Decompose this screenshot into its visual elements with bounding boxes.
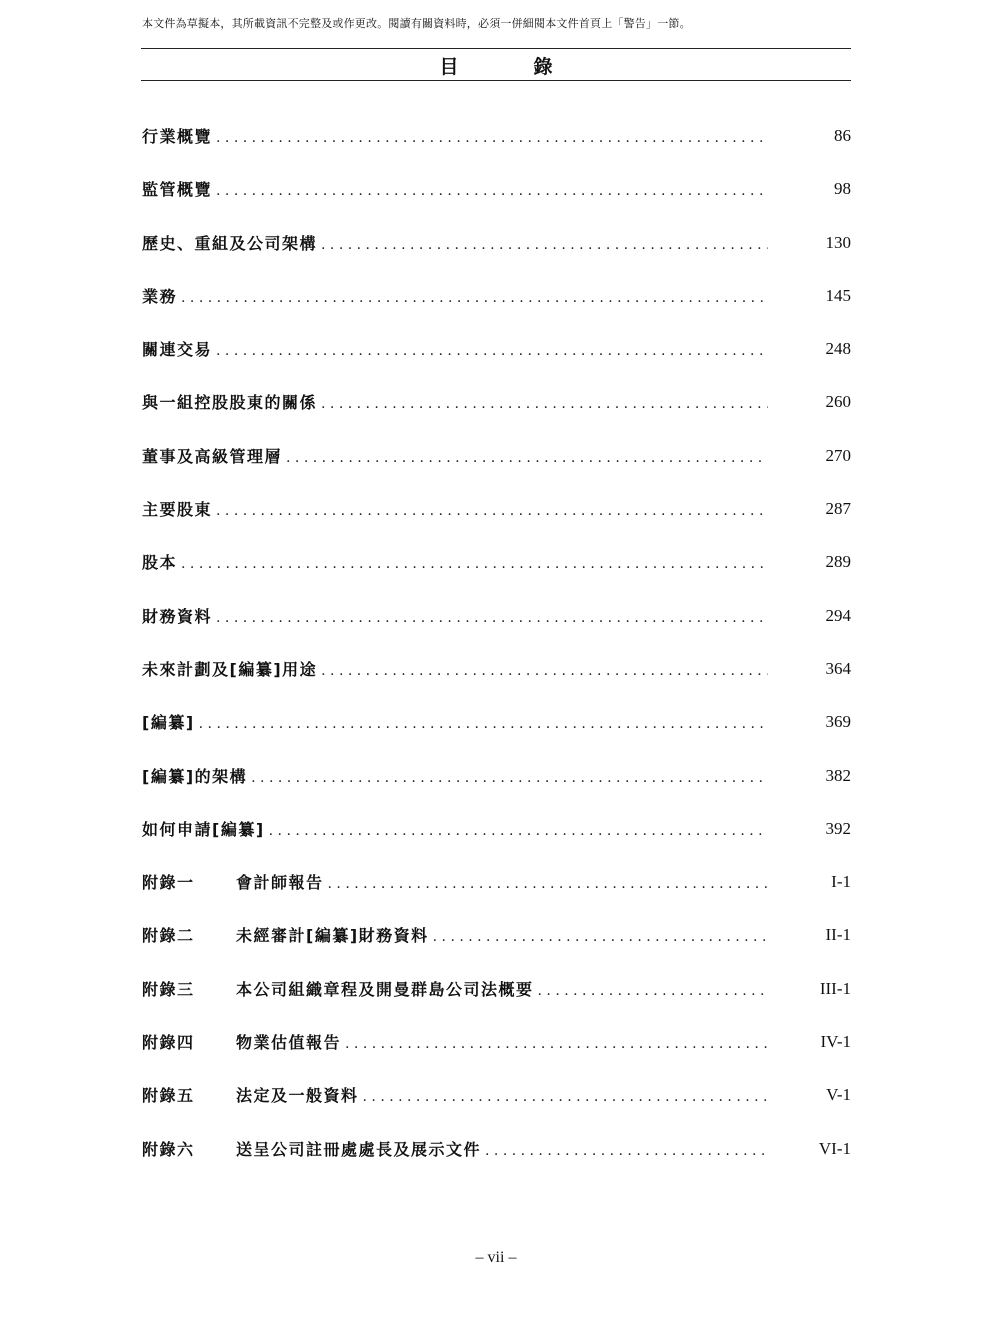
toc-entry-label: 與一組控股股東的關係 — [142, 393, 318, 413]
dot-leader — [433, 929, 768, 945]
toc-entry-appendix[interactable] — [142, 870, 851, 923]
toc-entry-label: 如何申請[編纂] — [142, 819, 265, 839]
toc-entry[interactable] — [142, 764, 851, 817]
toc-entry-label: 法定及一般資料 — [236, 1086, 359, 1106]
toc-page-number: I-1 — [831, 872, 851, 892]
dot-leader — [345, 1036, 768, 1052]
toc-page-number: 294 — [825, 605, 851, 625]
dot-leader — [363, 1089, 768, 1105]
toc-page-number: II-1 — [825, 925, 851, 945]
toc-entry-label: 主要股東 — [142, 500, 213, 520]
toc-page-number: 289 — [825, 552, 851, 572]
toc-entry[interactable] — [142, 177, 851, 230]
toc-entry-label: 物業估值報告 — [236, 1033, 342, 1053]
toc-entry[interactable] — [142, 444, 851, 497]
toc-entry-label: 業務 — [142, 286, 178, 306]
dot-leader — [216, 130, 768, 146]
appendix-number: 附錄二 — [142, 926, 195, 946]
toc-entry[interactable] — [142, 550, 851, 603]
toc-entry[interactable] — [142, 817, 851, 870]
dot-leader — [251, 770, 768, 786]
toc-entry-label: 監管概覽 — [142, 180, 213, 200]
toc-page-number: 364 — [825, 658, 851, 678]
toc-entry[interactable] — [142, 657, 851, 710]
toc-page-number: VI-1 — [818, 1138, 851, 1158]
toc-entry[interactable] — [142, 284, 851, 337]
appendix-number: 附錄三 — [142, 979, 195, 999]
toc-entry[interactable] — [142, 390, 851, 443]
toc-page-number: 86 — [834, 126, 851, 145]
toc-entry-label: 送呈公司註冊處處長及展示文件 — [236, 1139, 482, 1159]
dot-leader — [328, 876, 768, 892]
dot-leader — [199, 716, 768, 732]
dot-leader — [286, 450, 768, 466]
page-number-footer: – vii – — [475, 1249, 517, 1266]
toc-entry-label: 董事及高級管理層 — [142, 446, 283, 466]
toc-entry-label: 未來計劃及[編纂]用途 — [142, 659, 318, 679]
toc-page-number: 369 — [825, 712, 851, 732]
toc-page-number: 248 — [825, 339, 851, 359]
toc-page-number: III-1 — [819, 978, 851, 998]
toc-entry-appendix[interactable] — [142, 1030, 851, 1083]
toc-page-number: 287 — [825, 499, 851, 519]
toc-entry-label: 未經審計[編纂]財務資料 — [236, 926, 429, 946]
dot-leader — [321, 663, 768, 679]
dot-leader — [216, 343, 768, 359]
title-bottom-rule — [141, 80, 851, 81]
toc-entry-label: 股本 — [142, 553, 178, 573]
dot-leader — [269, 823, 768, 839]
toc-page-number: V-1 — [826, 1085, 851, 1105]
toc-entry[interactable] — [142, 604, 851, 657]
toc-entry-appendix[interactable] — [142, 923, 851, 976]
dot-leader — [181, 556, 768, 572]
toc-entry[interactable] — [142, 231, 851, 284]
toc-entry-label: 歷史、重組及公司架構 — [142, 233, 318, 253]
appendix-number: 附錄五 — [142, 1086, 195, 1106]
appendix-number: 附錄一 — [142, 873, 195, 893]
toc-page-number: 98 — [834, 179, 851, 199]
dot-leader — [216, 503, 768, 519]
table-of-contents — [142, 124, 851, 1190]
toc-entry-appendix[interactable] — [142, 1137, 851, 1190]
toc-page-number: 260 — [825, 392, 851, 412]
dot-leader — [216, 610, 768, 626]
toc-entry[interactable] — [142, 124, 851, 177]
toc-page-number: 382 — [825, 765, 851, 785]
toc-entry-appendix[interactable] — [142, 1083, 851, 1136]
toc-page-number: 130 — [825, 232, 851, 252]
toc-entry-appendix[interactable] — [142, 977, 851, 1030]
toc-entry[interactable] — [142, 710, 851, 763]
dot-leader — [321, 237, 768, 253]
appendix-number: 附錄四 — [142, 1033, 195, 1053]
toc-entry-label: 關連交易 — [142, 340, 213, 360]
toc-entry-label: [編纂]的架構 — [142, 766, 248, 786]
dot-leader — [181, 290, 768, 306]
title-top-rule — [141, 48, 851, 49]
appendix-number: 附錄六 — [142, 1139, 195, 1159]
toc-page-number: IV-1 — [820, 1032, 851, 1052]
dot-leader — [485, 1143, 768, 1159]
toc-entry-label: 財務資料 — [142, 606, 213, 626]
dot-leader — [216, 183, 768, 199]
page-title: 目 錄 — [439, 56, 581, 78]
toc-entry-label: 行業概覽 — [142, 127, 213, 146]
dot-leader — [321, 396, 768, 412]
draft-warning-note: 本文件為草擬本，其所載資訊不完整及或作更改。閱讀有關資料時，必須一併細閱本文件首頁上「警告」一節。 — [142, 17, 691, 30]
toc-entry-label: 本公司組織章程及開曼群島公司法概要 — [236, 979, 534, 999]
toc-entry[interactable] — [142, 497, 851, 550]
toc-page-number: 270 — [825, 445, 851, 465]
toc-entry-label: [編纂] — [142, 713, 195, 733]
toc-page-number: 392 — [825, 818, 851, 838]
toc-entry[interactable] — [142, 337, 851, 390]
toc-entry-label: 會計師報告 — [236, 873, 324, 893]
dot-leader — [538, 983, 768, 999]
toc-page-number: 145 — [825, 285, 851, 305]
